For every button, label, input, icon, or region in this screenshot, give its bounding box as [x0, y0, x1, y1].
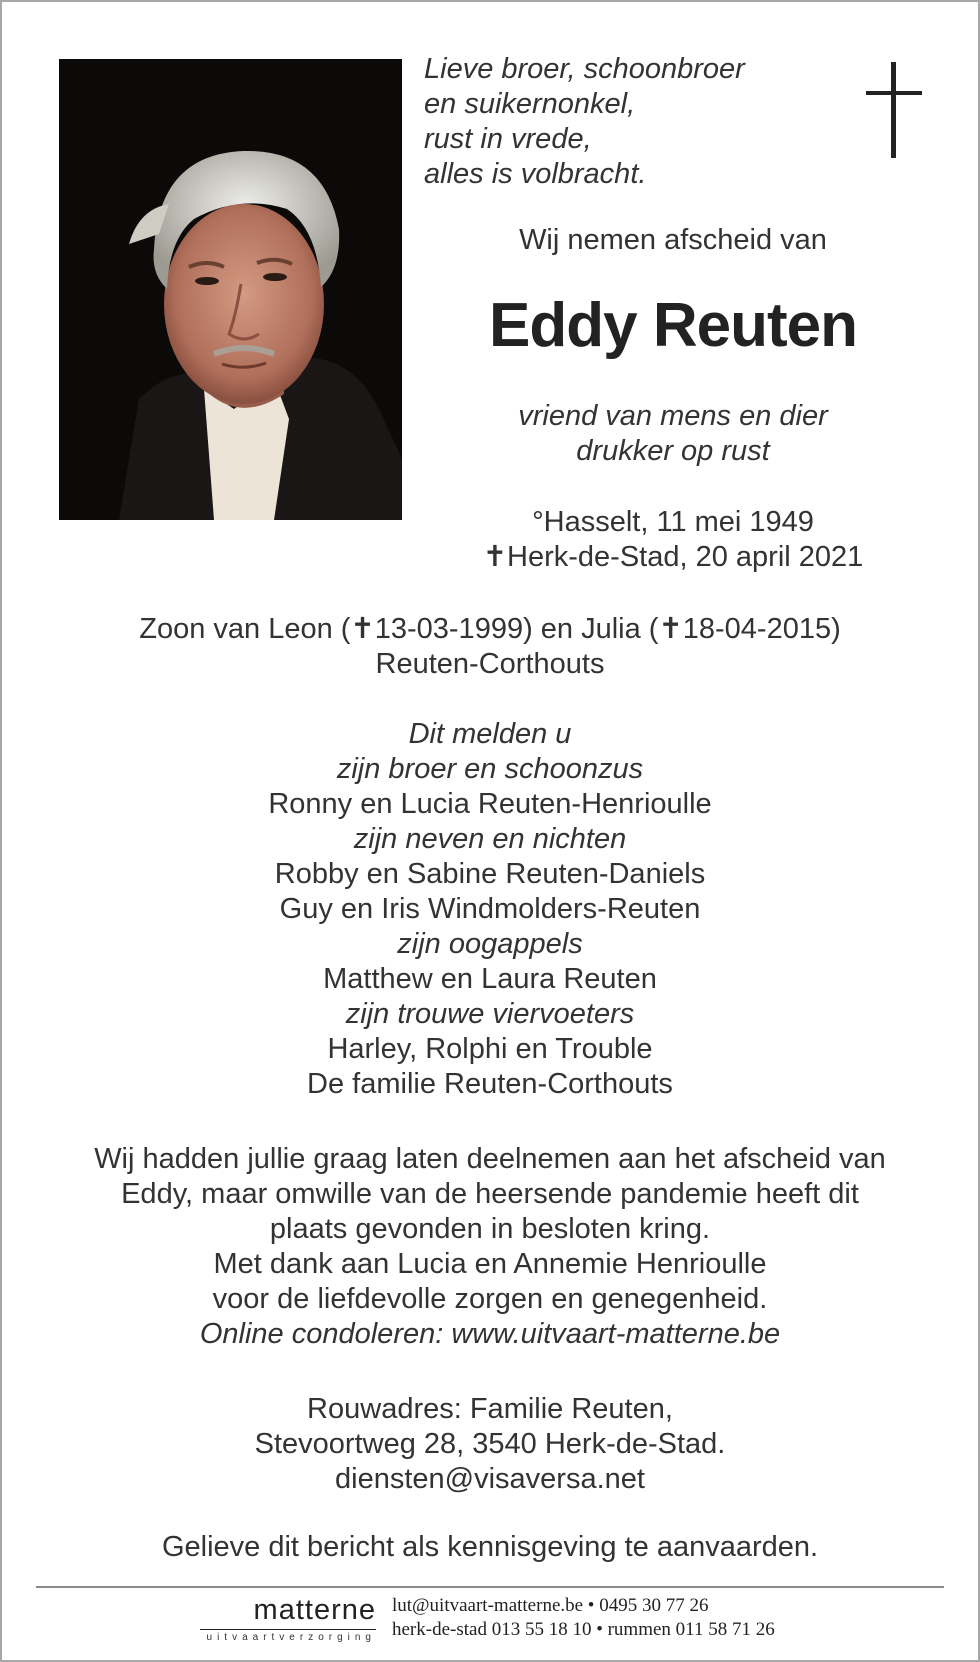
intro-text: Wij nemen afscheid van: [519, 224, 827, 256]
parents-line: Zoon van Leon (✝13-03-1999) en Julia (✝18-04-2015): [139, 613, 841, 645]
life-dates: [424, 505, 922, 575]
address-line: Rouwadres: Familie Reuten,: [307, 1393, 673, 1425]
contact-line: lut@uitvaart-matterne.be • 0495 30 77 26: [392, 1595, 709, 1616]
contact-line: herk-de-stad 013 55 18 10 • rummen 011 58 71 26: [392, 1619, 775, 1640]
notice: Gelieve dit bericht als kennisgeving te aanvaarden.: [161, 1531, 819, 1563]
message-line: Met dank aan Lucia en Annemie Henrioulle: [213, 1248, 767, 1280]
birth-date: °Hasselt, 11 mei 1949: [532, 506, 814, 538]
message-line: plaats gevonden in besloten kring.: [269, 1213, 711, 1245]
portrait-photo: [59, 59, 402, 520]
relative-name: Guy en Iris Windmolders-Reuten: [279, 893, 701, 925]
description-line: drukker op rust: [576, 435, 770, 467]
relative-name: De familie Reuten-Corthouts: [307, 1068, 673, 1100]
poem-line: rust in vrede,: [424, 123, 592, 155]
relation-label: zijn oogappels: [397, 928, 583, 960]
email-link[interactable]: diensten@visaversa.net: [335, 1463, 645, 1495]
poem-line: Lieve broer, schoonbroer: [424, 53, 745, 85]
online-condolence-link[interactable]: Online condoleren: www.uitvaart-matterne.be: [199, 1318, 781, 1350]
description: [424, 399, 922, 469]
relative-name: Harley, Rolphi en Trouble: [327, 1033, 653, 1065]
family-list: [0, 717, 980, 1102]
announce-label: Dit melden u: [408, 718, 572, 750]
logo-word: matterne: [253, 1594, 376, 1626]
matterne-logo: [200, 1593, 376, 1643]
relative-name: Robby en Sabine Reuten-Daniels: [274, 858, 706, 890]
message: [0, 1142, 980, 1352]
cross-icon: [866, 62, 922, 158]
portrait-illustration: [59, 59, 402, 520]
message-line: voor de liefdevolle zorgen en genegenheid.: [212, 1283, 768, 1315]
parents: [0, 612, 980, 682]
parents-line: Reuten-Corthouts: [375, 648, 605, 680]
deceased-name: Eddy Reuten: [489, 291, 857, 360]
poem: [424, 52, 745, 192]
mourning-address: [0, 1392, 980, 1497]
relative-name: Matthew en Laura Reuten: [323, 963, 657, 995]
poem-line: alles is volbracht.: [424, 158, 647, 190]
death-date: ✝Herk-de-Stad, 20 april 2021: [482, 541, 864, 573]
message-line: Wij hadden jullie graag laten deelnemen aan het afscheid van: [94, 1143, 886, 1175]
description-line: vriend van mens en dier: [518, 400, 828, 432]
logo-subtitle: uitvaartverzorging: [206, 1632, 376, 1643]
relation-label: zijn neven en nichten: [353, 823, 627, 855]
relative-name: Ronny en Lucia Reuten-Henrioulle: [268, 788, 712, 820]
footer-divider: [36, 1586, 944, 1588]
address-line: Stevoortweg 28, 3540 Herk-de-Stad.: [254, 1428, 726, 1460]
message-line: Eddy, maar omwille van de heersende pandemie heeft dit: [121, 1178, 859, 1210]
relation-label: zijn trouwe viervoeters: [345, 998, 635, 1030]
poem-line: en suikernonkel,: [424, 88, 636, 120]
relation-label: zijn broer en schoonzus: [336, 753, 644, 785]
footer-contact: [392, 1594, 775, 1642]
